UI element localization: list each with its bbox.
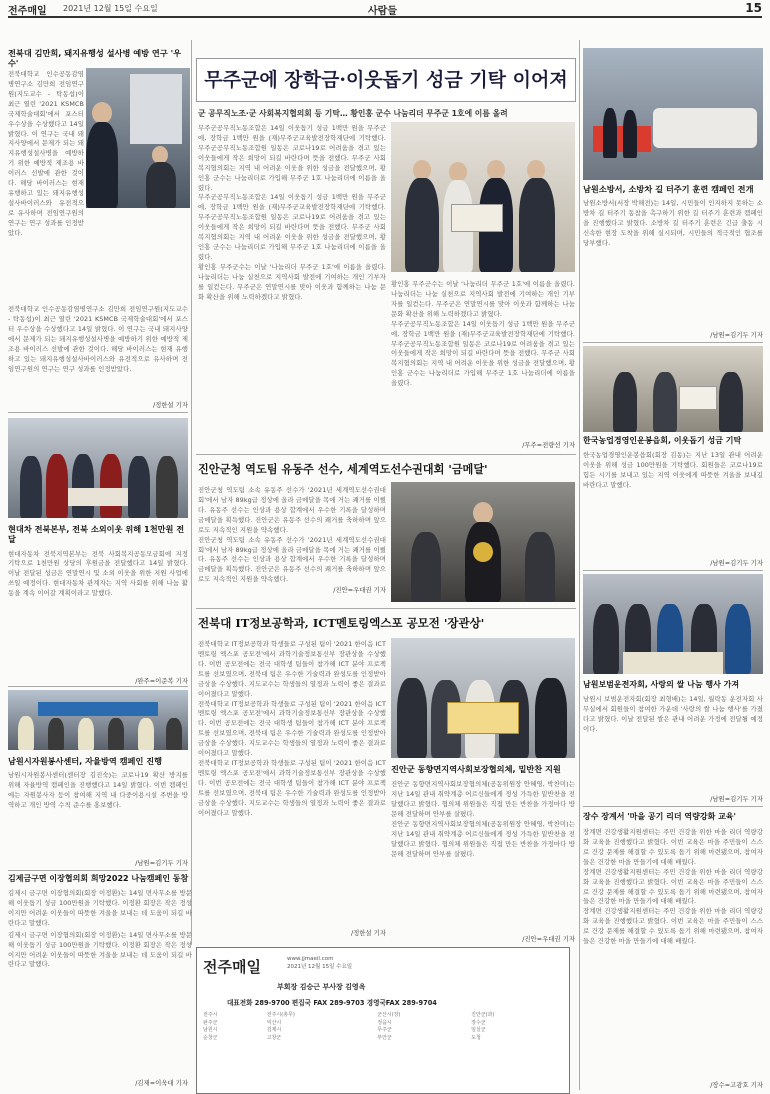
photo-farmers [583, 346, 763, 432]
page-number: 15 [745, 1, 762, 15]
article-body: 진안군청 역도팀 소속 유동주 선수가 '2021년 세계역도선수권대회'에서 남자 89kg급 정상에 올라 금메달을 목에 거는 쾌거를 이뤘다. 유동주 선수는 인상과 용상 합계에서 우수한 기록을 달성하며 금메달을 획득했다. 진안군은 유동주 선수의 쾌거를 축하하며 앞으로도 지속적인 지원을 약속했다. [198, 486, 386, 534]
article-body: 무주군공무직노동조합은 14일 이웃돕기 성금 1백만 원을 무주군에, 장학금 1백만 원을 (재)무주군교육발전장학재단에 기탁했다. 무주군공무직노동조합원 일동은 코로나19로 어려움을 겪고 있는 이웃들에게 작은 희망이 되길 바란다며 뜻을 전했다. 무주군 사회복지협의회는 지역 내 어려운 이웃을 위한 성금을 전달했으며, 황인홍 군수는 나눔리더로 가입해 무주군 1호 나눔리더에 이름을 올렸다. [198, 193, 386, 261]
article-fire-station [583, 184, 763, 338]
divider [583, 806, 763, 807]
divider [8, 686, 188, 687]
bureau-cell: 남원시 [203, 1027, 218, 1033]
article-jangsu-education [583, 812, 763, 1078]
article-body: 전북대학교 IT정보공학과 학생들로 구성된 팀이 '2021 한이음 ICT멘토링 엑스포 공모전'에서 과학기술정보통신부 장관상을 수상했다. 이번 공모전에는 전국 대학생 팀들이 참가해 ICT 분야 프로젝트를 선보였으며, 전북대 팀은 우수한 기술력과 완성도를 인정받아 금상을 수상했다. 지도교수는 학생들의 열정과 노력이 좋은 결과로 이어졌다고 말했다. [198, 699, 386, 758]
bureau-cell: 완주군 [203, 1019, 218, 1026]
bureau-cell: 무주군 [377, 1027, 392, 1033]
article-body: 진안군 동향면지역사회보장협의체(공동위원장 안혜영, 박찬미)는 지난 14일 관내 취약계층 어르신들에게 정성 가득한 밑반찬을 전달했다고 밝혔다. 협의체 위원들은 직접 만든 반찬을 가정마다 방문해 전달하며 안부를 살폈다. [391, 819, 575, 858]
divider [196, 454, 576, 455]
divider [583, 570, 763, 571]
article-body: 전북대학교 IT정보공학과 학생들로 구성된 팀이 '2021 한이음 ICT멘토링 엑스포 공모전'에서 과학기술정보통신부 장관상을 수상했다. 이번 공모전에는 전국 대학생 팀들이 참가해 ICT 분야 프로젝트를 선보였으며, 전북대 팀은 우수한 기술력과 완성도를 인정받아 금상을 수상했다. 지도교수는 학생들의 열정과 노력이 좋은 결과로 이어졌다고 말했다. [198, 759, 386, 817]
byline: /남원=김기두 기자 [710, 331, 763, 339]
photo-campaign [8, 690, 188, 750]
article-body: 장계면 건강생활지원센터는 주민 건강을 위한 마을 리더 역량강화 교육을 진행했다고 밝혔다. 이번 교육은 마을 주민들이 스스로 건강 문제를 해결할 수 있도록 돕기 위해 마련됐으며, 참여자들은 건강한 마을 만들기에 대해 배웠다. [583, 907, 763, 946]
main-headline: 무주군에 장학금·이웃돕기 성금 기탁 이어져 [204, 69, 568, 91]
byline: /정한설 기자 [152, 401, 188, 409]
bureau-cell: 순창군 [203, 1034, 218, 1041]
article-body: 전북대학교 IT정보공학과 학생들로 구성된 팀이 '2021 한이음 ICT멘토링 엑스포 공모전'에서 과학기술정보통신부 장관상을 수상했다. 이번 공모전에는 전국 대학생 팀들이 참가해 ICT 분야 프로젝트를 선보였으며, 전북대 팀은 우수한 기술력과 완성도를 인정받아 금상을 수상했다. 지도교수는 학생들의 열정과 노력이 좋은 결과로 이어졌다고 말했다. [198, 640, 386, 698]
article-gimje-village [8, 874, 192, 1084]
article-body: 황인홍 무주군수는 이날 '나눔리더 무주군 1호'에 이름을 올렸다. 나눔리더는 나눔 실천으로 지역사회 발전에 기여하는 개인 기부자를 일컫는다. 무주군은 연말연시를 맞아 이웃과 함께하는 나눔 문화 확산을 위해 노력하겠다고 밝혔다. [198, 262, 386, 301]
photo-gold-medal [391, 482, 575, 602]
article-farmers-donation [583, 436, 763, 562]
bureau-cell: 부안군 [377, 1034, 392, 1041]
bureau-cell: 장수군 [471, 1019, 486, 1026]
article-title-ict: 전북대 IT정보공학과, ICT멘토링엑스포 공모전 '장관상' [198, 616, 485, 630]
photo-fire-truck [583, 48, 763, 180]
article-body: 남원시자원봉사센터(센터장 김진숙)는 코로나19 확산 방지를 위해 자율방역 캠페인을 진행했다고 14일 밝혔다. 이번 캠페인에는 자원봉사자 등이 참여해 지역 내 다중이용시설 주변을 방역하고 개인 방역 수칙 준수를 홍보했다. [8, 771, 188, 810]
article-title-weightlifting: 진안군청 역도팀 유동주 선수, 세계역도선수권대회 '금메달' [198, 462, 488, 476]
article-ict-body [198, 640, 386, 928]
article-body: 한국농업경영인운봉읍회(회장 김동)는 지난 13일 관내 어려운 이웃을 위해 성금 100만원을 기탁했다. 회원들은 코로나19로 힘든 시기를 보내고 있는 지역 이웃에게 따뜻한 겨울을 보내길 바란다고 말했다. [583, 451, 763, 489]
paper-name: 전주매일 [8, 6, 47, 17]
bureau-cell: 전주시 [203, 1012, 218, 1018]
main-article-body [198, 124, 386, 446]
masthead-logo: 전주매일 [203, 958, 261, 976]
byline: /무주=전량선 기자 [522, 441, 575, 449]
article-jinan-side-dish [391, 764, 575, 944]
main-subheadline: 군 공무직노조·군 사회복지협의회 등 기탁… 황인홍 군수 나눔리더 무주군 1호에 이름 올려 [198, 109, 508, 118]
issue-date: 2021년 12월 15일 수요일 [63, 4, 158, 13]
byline: /진안=우대권 기자 [522, 935, 575, 943]
article-title: 남원소방서, 소방차 길 터주기 훈련 캠페인 전개 [583, 184, 754, 194]
article-title: 한국농업경영인운봉읍회, 이웃돕기 성금 기탁 [583, 436, 742, 445]
photo-researcher [86, 68, 190, 208]
article-weightlifting-body [198, 486, 386, 586]
issue-info: 2021년 12월 15일 수요일 [287, 964, 353, 971]
article-hyundai-donation [8, 524, 188, 674]
byline: /남원=김기두 기자 [710, 559, 763, 567]
bureau-cell: 군산시(장) [377, 1012, 401, 1018]
article-title: 남원보범운전자회, 사랑의 쌀 나눔 행사 가져 [583, 680, 740, 689]
page-header [8, 2, 762, 18]
bureau-cell: 김제시 [266, 1027, 282, 1033]
article-body: 남원시 보범운전자회(회장 최형배)는 14일, 월락동 운전자회 사무실에서 회원들이 참여한 가운데 '사랑의 쌀 나눔 행사'를 가졌다고 밝혔다. 이날 전달된 쌀은 관내 어려운 가정에 전달될 예정이다. [583, 695, 763, 733]
masthead-info [287, 955, 352, 972]
photo-rice-sharing [583, 574, 763, 674]
bureau-cell: 정읍시 [377, 1019, 392, 1026]
article-body-continued [8, 305, 188, 405]
article-body: 무주군공무직노동조합은 14일 이웃돕기 성금 1백만 원을 무주군에, 장학금 1백만 원을 (재)무주군교육발전장학재단에 기탁했다. 무주군공무직노동조합원 일동은 코로나19로 어려움을 겪고 있는 이웃들에게 작은 희망이 되길 바란다며 뜻을 전했다. 무주군 사회복지협의회는 지역 내 어려운 이웃을 위한 성금을 전달했으며, 황인홍 군수는 나눔리더로 가입해 무주군 1호 나눔리더에 이름을 올렸다. [391, 319, 575, 388]
photo-scholarship [391, 122, 575, 272]
article-namwon-volunteer [8, 756, 188, 866]
column-divider [579, 40, 580, 1090]
bureau-cell: 도청 [471, 1034, 481, 1041]
article-body: 김제시 금구면 이장협의회(회장 이정환)는 14일 면사무소를 방문해 이웃돕기 성금 100만원을 기탁했다. 이정환 회장은 작은 정성이지만 어려운 이웃들이 따뜻한 겨울을 보내는 데 도움이 되길 바란다고 말했다. [8, 889, 192, 927]
byline: /완주=이준복 기자 [135, 677, 188, 685]
main-article-body-2 [391, 280, 575, 440]
article-body: 진안군청 역도팀 소속 유동주 선수가 '2021년 세계역도선수권대회'에서 남자 89kg급 정상에 올라 금메달을 목에 거는 쾌거를 이뤘다. 유동주 선수는 인상과 용상 합계에서 우수한 기록을 달성하며 금메달을 획득했다. 진안군은 유동주 선수의 쾌거를 축하하며 앞으로도 지속적인 지원을 약속했다. [198, 535, 386, 584]
bureau-cell: 임실군 [471, 1027, 486, 1033]
article-title: 남원시자원봉사센터, 자율방역 캠페인 진행 [8, 756, 163, 766]
article-body: 진안군 동향면지역사회보장협의체(공동위원장 안혜영, 박찬미)는 지난 14일 관내 취약계층 어르신들에게 정성 가득한 밑반찬을 전달했다고 밝혔다. 협의체 위원들은 직접 만든 반찬을 가정마다 방문해 전달하며 안부를 살폈다. [391, 780, 575, 819]
photo-donation [8, 418, 188, 518]
byline: /김제=이욱대 기자 [135, 1079, 188, 1087]
staff-line: 부회장 김승근 부사장 김영옥 [277, 983, 366, 991]
bureau-cell: 전주시(총무) [266, 1012, 295, 1018]
divider [8, 870, 188, 871]
byline: /정한설 기자 [350, 929, 386, 937]
article-title: 진안군 동향면지역사회보장협의체, 밑반찬 지원 [391, 764, 561, 774]
byline: /진안=우대권 기자 [333, 586, 386, 594]
article-body: 전북대학교 인수공동감염병연구소 김만희 전임연구원(지도교수 - 탁동섭)이 최근 열린 '2021 KSMCB 국제학술대회'에서 포스터 우수상을 수상했다고 14일 밝혔다. 이 연구는 국내 돼지사양에서 문제가 되는 돼지유행성설사병을 예방하기 위한 예방적 제조용 바이러스 선발에 관한 것이다. 해당 바이러스는 현재 유행하고 있는 돼지유행성설사바이러스와 유전적으로 유사하며 전임연구원의 연구는 연구 성과를 인정받았다. [8, 305, 188, 373]
photo-ict-team [391, 638, 575, 758]
bureau-cell: 고창군 [266, 1034, 282, 1041]
website: www.jjmaeil.com [287, 956, 334, 962]
article-title: 김제금구면 이장협의회 희망2022 나눔캠페인 동참 [8, 874, 189, 883]
bureau-cell: 익산시 [266, 1019, 282, 1026]
article-title: 현대차 전북본부, 전북 소외이웃 위해 1천만원 전달 [8, 524, 185, 545]
article-body: 전북대학교 인수공동감염병연구소 김만희 전임연구원(지도교수 - 탁동섭)이 최근 열린 '2021 KSMCB 국제학술대회'에서 포스터 우수상을 수상했다고 14일 밝혔다. 이 연구는 국내 돼지사양에서 문제가 되는 돼지유행성설사병을 예방하기 위한 예방적 제조용 바이러스 선발에 관한 것이다. 해당 바이러스는 현재 유행하고 있는 돼지유행성설사바이러스와 유전적으로 유사하며 전임연구원의 연구는 연구 성과를 인정받았다. [8, 70, 84, 237]
article-body: 장계면 건강생활지원센터는 주민 건강을 위한 마을 리더 역량강화 교육을 진행했다고 밝혔다. 이번 교육은 마을 주민들이 스스로 건강 문제를 해결할 수 있도록 돕기 위해 마련됐으며, 참여자들은 건강한 마을 만들기에 대해 배웠다. [583, 828, 763, 866]
article-body: 장계면 건강생활지원센터는 주민 건강을 위한 마을 리더 역량강화 교육을 진행했다고 밝혔다. 이번 교육은 마을 주민들이 스스로 건강 문제를 해결할 수 있도록 돕기 위해 마련됐으며, 참여자들은 건강한 마을 만들기에 대해 배웠다. [583, 867, 763, 906]
article-title: 전북대 김만희, 돼지유행성 설사병 예방 연구 '우수' [8, 48, 181, 69]
byline: /남원=김기두 기자 [135, 859, 188, 867]
bureau-table [201, 1012, 563, 1042]
section-name: 사람들 [368, 6, 397, 17]
article-body: 남원소방서(서장 박해전)는 14일, 시민들이 인지하지 못하는 소방차 길 터주기 동참을 촉구하기 위한 길 터주기 훈련과 캠페인을 진행했다고 밝혔다. 소방차 길 터주기 훈련은 긴급 출동 시 신속한 현장 도착을 위해 실시되며, 시민들의 적극적인 협조를 당부했다. [583, 199, 763, 247]
column-divider [191, 40, 192, 945]
article-body: 황인홍 무주군수는 이날 '나눔리더 무주군 1호'에 이름을 올렸다. 나눔리더는 나눔 실천으로 지역사회 발전에 기여하는 개인 기부자를 일컫는다. 무주군은 연말연시를 맞아 이웃과 함께하는 나눔 문화 확산을 위해 노력하겠다고 밝혔다. [391, 280, 575, 318]
article-body: 현대자동차 전북지역본부는 전북 사회복지공동모금회에 지정 기탁으로 1천만원 상당의 후원금을 전달했다고 14일 밝혔다. 이날 전달된 성금은 연말연시 및 소외 이웃을 위한 지원 사업에 쓰일 예정이다. 현대자동차 관계자는 지역 사회를 위해 나눔 활동을 계속 이어갈 계획이라고 말했다. [8, 549, 188, 598]
article-body-text [8, 70, 84, 305]
bureau-cell: 진안군(과) [471, 1012, 495, 1018]
divider [583, 342, 763, 343]
phone-line: 대표전화 289-9700 편집국 FAX 289-9703 경영국FAX 289-9704 [227, 999, 437, 1007]
article-rice-sharing [583, 680, 763, 794]
divider [8, 412, 188, 413]
article-title: 장수 장계서 '마을 공기 리더 역량강화 교육' [583, 812, 736, 821]
headline-box [196, 58, 576, 102]
divider [196, 608, 576, 609]
byline: /장수=고광호 기자 [710, 1081, 763, 1089]
article-body: 김제시 금구면 이장협의회(회장 이정환)는 14일 면사무소를 방문해 이웃돕기 성금 100만원을 기탁했다. 이정환 회장은 작은 정성이지만 어려운 이웃들이 따뜻한 겨울을 보내는 데 도움이 되길 바란다고 말했다. [8, 930, 192, 969]
article-body: 무주군공무직노동조합은 14일 이웃돕기 성금 1백만 원을 무주군에, 장학금 1백만 원을 (재)무주군교육발전장학재단에 기탁했다. 무주군공무직노동조합원 일동은 코로나19로 어려움을 겪고 있는 이웃들에게 작은 희망이 되길 바란다며 뜻을 전했다. 무주군 사회복지협의회는 지역 내 어려운 이웃을 위한 성금을 전달했으며, 황인홍 군수는 나눔리더로 가입해 무주군 1호 나눔리더에 이름을 올렸다. [198, 124, 386, 192]
masthead-box [196, 947, 570, 1094]
byline: /남원=김기두 기자 [710, 795, 763, 803]
